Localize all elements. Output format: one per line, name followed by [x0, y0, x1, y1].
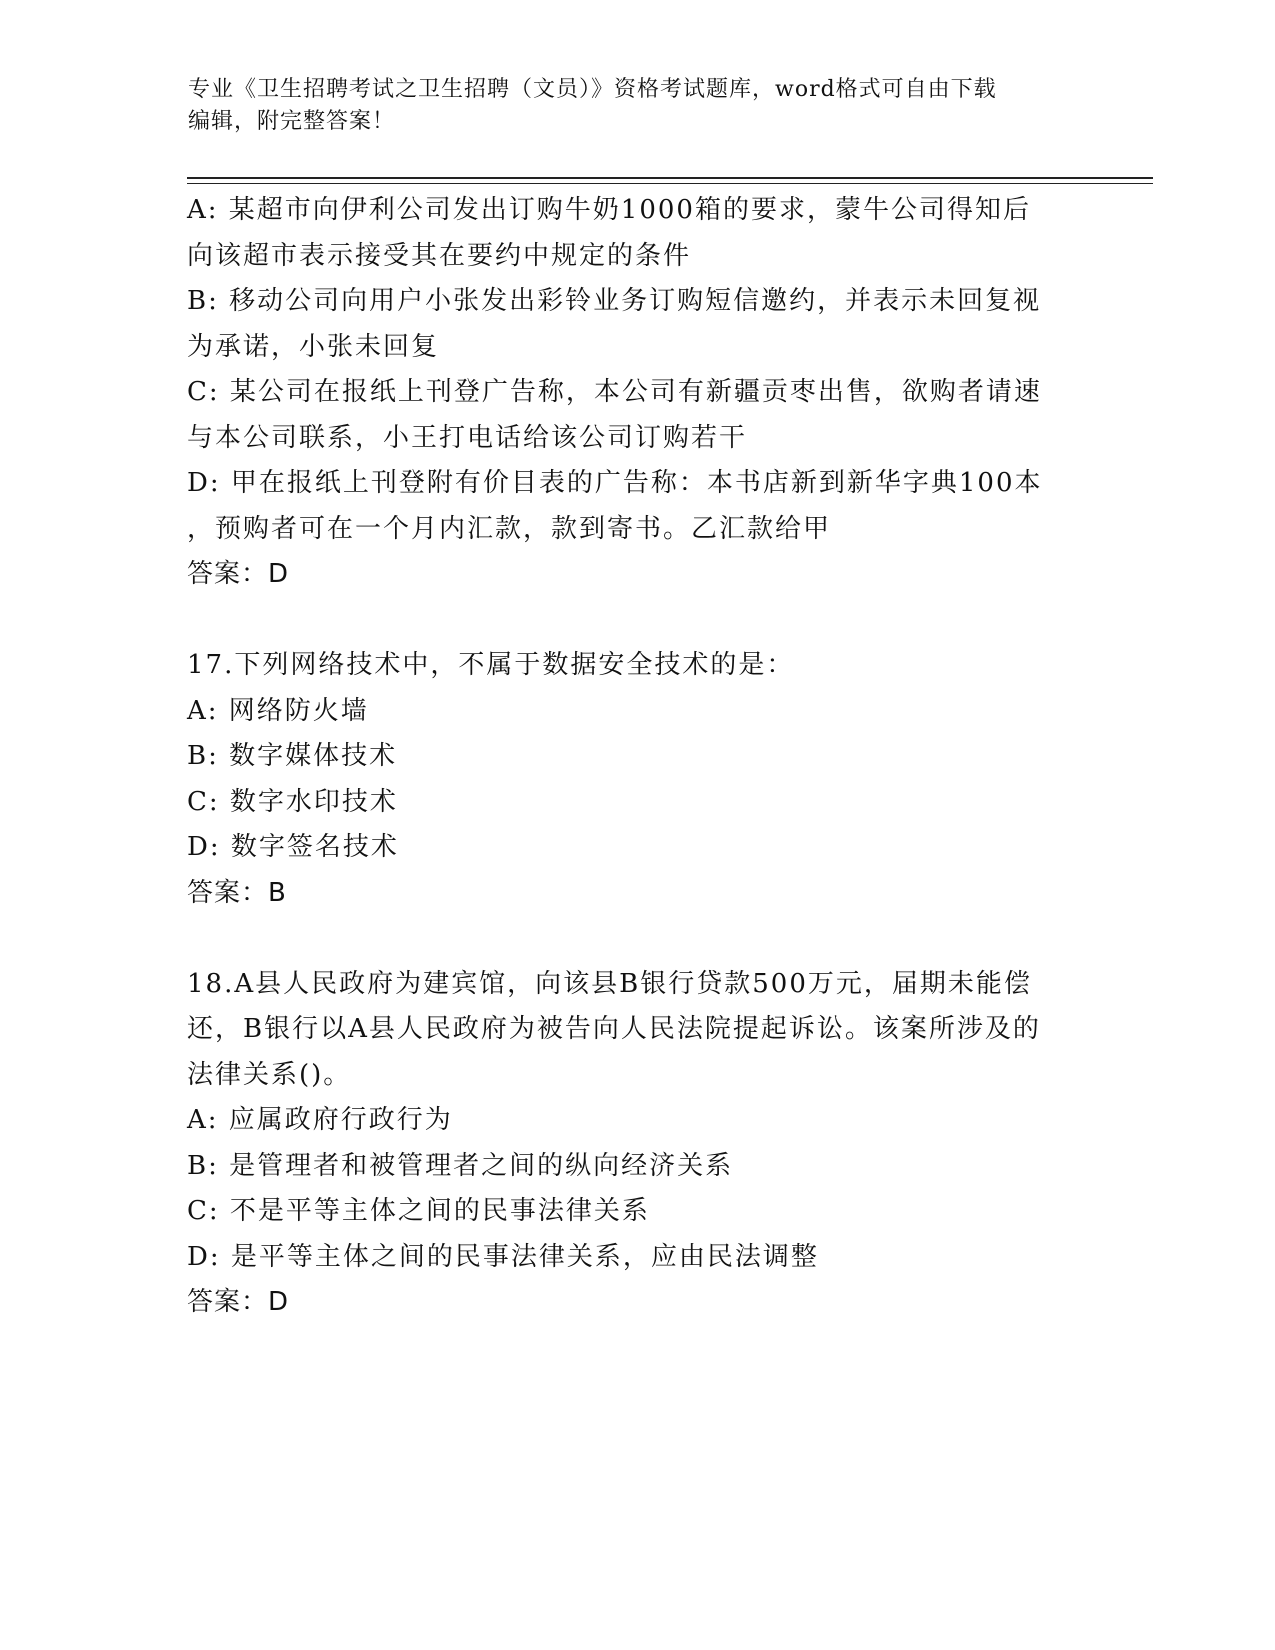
- q17-stem: 17.下列网络技术中，不属于数据安全技术的是：: [187, 650, 795, 680]
- spacer: [187, 598, 1087, 644]
- q16-answer: [187, 552, 1087, 598]
- q16-option-b-line-1: B: 移动公司向用户小张发出彩铃业务订购短信邀约，并表示未回复视: [187, 286, 1042, 316]
- q16-answer-value: D: [268, 559, 290, 589]
- header-divider-thin: [187, 183, 1153, 184]
- q18-answer: [187, 1280, 1087, 1326]
- q17-answer: [187, 871, 1087, 917]
- q17-answer-label: 答案：: [187, 877, 269, 908]
- spacer: [187, 916, 1087, 962]
- q16-option-c-line-2: 与本公司联系，小王打电话给该公司订购若干: [187, 422, 748, 453]
- q18-answer-label: 答案：: [187, 1287, 269, 1317]
- question-17-block: [187, 643, 1087, 916]
- q18-option-c: C: 不是平等主体之间的民事法律关系: [187, 1196, 650, 1226]
- document-header: [188, 74, 1068, 138]
- question-16-block: [187, 188, 1087, 598]
- q16-option-a-line-1: A: 某超市向伊利公司发出订购牛奶1000箱的要求，蒙牛公司得知后: [187, 195, 1031, 225]
- q18-stem-line-1: 18.A县人民政府为建宾馆，向该县B银行贷款500万元，届期未能偿: [187, 968, 1032, 999]
- q18-option-d: D: 是平等主体之间的民事法律关系，应由民法调整: [187, 1241, 819, 1272]
- header-divider-thick: [187, 177, 1153, 179]
- q16-option-d-line-2: ，预购者可在一个月内汇款，款到寄书。乙汇款给甲: [187, 513, 832, 544]
- question-18-block: [187, 962, 1087, 1326]
- header-line-1: 专业《卫生招聘考试之卫生招聘（文员）》资格考试题库，word格式可自由下载: [188, 77, 997, 102]
- q16-answer-label: 答案：: [187, 559, 269, 589]
- q18-stem-line-2: 还，B银行以A县人民政府为被告向人民法院提起诉讼。该案所涉及的: [187, 1014, 1041, 1044]
- q18-option-a: A: 应属政府行政行为: [187, 1105, 453, 1135]
- q18-answer-value: D: [268, 1287, 290, 1317]
- q17-option-d: D: 数字签名技术: [187, 832, 399, 862]
- q17-option-c: C: 数字水印技术: [187, 786, 398, 817]
- q17-answer-value: B: [268, 877, 287, 908]
- q18-stem-line-3: 法律关系()。: [187, 1059, 352, 1090]
- q16-option-b-line-2: 为承诺，小张未回复: [187, 331, 440, 362]
- header-line-2: 编辑，附完整答案！: [188, 109, 396, 134]
- q16-option-c-line-1: C: 某公司在报纸上刊登广告称，本公司有新疆贡枣出售，欲购者请速: [187, 377, 1042, 407]
- q16-option-d-line-1: D: 甲在报纸上刊登附有价目表的广告称：本书店新到新华字典100本: [187, 468, 1043, 498]
- q17-option-a: A: 网络防火墙: [187, 695, 369, 726]
- q16-option-a-line-2: 向该超市表示接受其在要约中规定的条件: [187, 240, 692, 271]
- q17-option-b: B: 数字媒体技术: [187, 741, 398, 771]
- question-content: [187, 188, 1087, 1326]
- q18-option-b: B: 是管理者和被管理者之间的纵向经济关系: [187, 1150, 734, 1181]
